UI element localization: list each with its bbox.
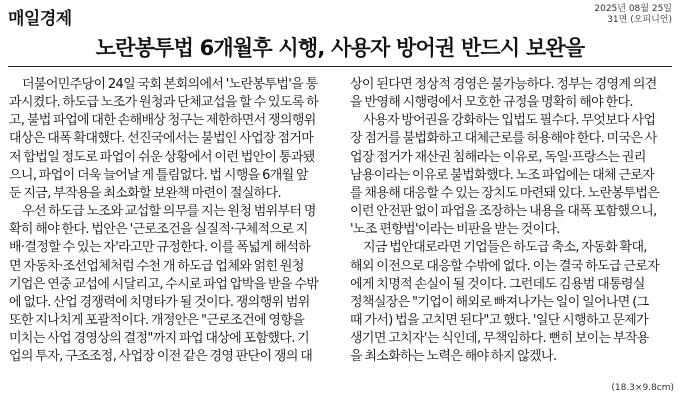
text-line: 남용이라는 이유로 불법화했다. 노조 파업에는 대체 근로자 <box>350 167 655 183</box>
article-column-right <box>350 76 668 367</box>
article-size-note: (18.3×9.8cm) <box>611 383 674 393</box>
text-line: 에게 치명적 손실이 될 것이다. 그런데도 김용범 대통령실 <box>350 276 645 292</box>
text-line: 고, 불법 파업에 대한 손해배상 청구는 제한하면서 쟁의행위 <box>9 113 316 129</box>
page-section: 31면 (오피니언) <box>607 15 672 25</box>
text-line: 둔 지금, 부작용을 최소화할 보완책 마련이 절실하다. <box>9 185 281 201</box>
text-line: 기업은 연중 교섭에 시달리고, 수시로 파업 압박을 받을 수밖 <box>9 276 319 292</box>
text-line: 상이 된다면 정상적 경영은 불가능하다. 정부는 경영계 의견 <box>350 77 657 92</box>
text-line: 정책실장은 "기업이 해외로 빠져나가는 일이 일어나면 (그 <box>350 294 649 310</box>
text-line: 으니, 파업이 더욱 늘어날 게 틀림없다. 법 시행을 6개월 앞 <box>9 167 308 183</box>
text-line: 업의 투자, 구조조정, 사업장 이전 같은 경영 판단이 쟁의 대 <box>9 349 313 365</box>
text-line: 과시켰다. 하도급 노조가 원청과 단체교섭을 할 수 있도록 하 <box>9 95 319 111</box>
masthead: 매일경제 <box>8 9 72 29</box>
text-line: 해외 이전으로 대응할 수밖에 없다. 이는 결국 하도급 근로자 <box>350 258 660 274</box>
text-line: 또한 지나치게 포괄적이다. 개정안은 "근로조건에 영향을 <box>9 313 305 329</box>
text-line: 배·결정할 수 있는 자'라고만 규정한다. 이를 폭넓게 해석하 <box>9 240 311 256</box>
newspaper-header <box>0 0 680 28</box>
text-line: 저 합법일 정도로 파업이 쉬운 상황에서 이런 법안이 통과됐 <box>9 149 315 165</box>
text-line: 지금 법안대로라면 기업들은 하도급 축소, 자동화 확대, <box>363 240 647 256</box>
text-line: 을 반영해 시행령에서 모호한 규정을 명확히 해야 한다. <box>350 95 633 111</box>
text-line: '노조 편향법'이라는 비판을 받는 것이다. <box>350 222 560 238</box>
text-line: 생기면 고치자'는 식인데, 무책임하다. 뻔히 보이는 부작용 <box>350 331 649 347</box>
article-headline: 노란봉투법 6개월후 시행, 사용자 방어권 반드시 보완을 <box>95 36 585 60</box>
article-column-left <box>9 76 327 367</box>
text-line: 때 가서) 법을 고치면 된다"고 했다. '일단 시행하고 문제가 <box>350 313 648 329</box>
issue-date: 2025년 08월 25일 <box>594 4 672 14</box>
text-line: 을 최소화하는 노력은 해야 하지 않겠나. <box>350 349 557 365</box>
issue-meta <box>594 4 672 26</box>
text-line: 에 없다. 산업 경쟁력에 치명타가 될 것이다. 쟁의행위 범위 <box>9 294 310 310</box>
text-line: 업장 점거가 재산권 침해라는 이유로, 독일·프랑스는 권리 <box>350 149 646 165</box>
text-line: 사용자 방어권을 강화하는 입법도 필수다. 무엇보다 사업 <box>363 113 656 129</box>
text-line: 더불어민주당이 24일 국회 본회의에서 '노란봉투법'을 통 <box>22 77 318 92</box>
text-line: 대상은 대폭 확대했다. 선진국에서는 불법인 사업장 점거마 <box>9 131 314 147</box>
text-line: 면 자동차·조선업체처럼 수천 개 하도급 업체와 얽힌 원청 <box>9 258 304 274</box>
text-line: 우선 하도급 노조와 교섭할 의무를 지는 원청 범위부터 명 <box>22 204 316 220</box>
text-line: 미치는 사업 경영상의 결정"까지 파업 대상에 포함했다. 기 <box>9 331 310 347</box>
text-line: 장 점거를 불법화하고 대체근로를 허용해야 한다. 미국은 사 <box>350 131 657 147</box>
text-line: 이런 안전판 없이 파업을 조장하는 내용을 대폭 포함했으니, <box>350 204 657 220</box>
text-line: 를 채용해 대응할 수 있는 장치도 마련돼 있다. 노란봉투법은 <box>350 185 660 201</box>
text-line: 확히 해야 한다. 법안은 '근로조건을 실질적·구체적으로 지 <box>9 222 308 238</box>
headline-divider <box>8 66 672 67</box>
